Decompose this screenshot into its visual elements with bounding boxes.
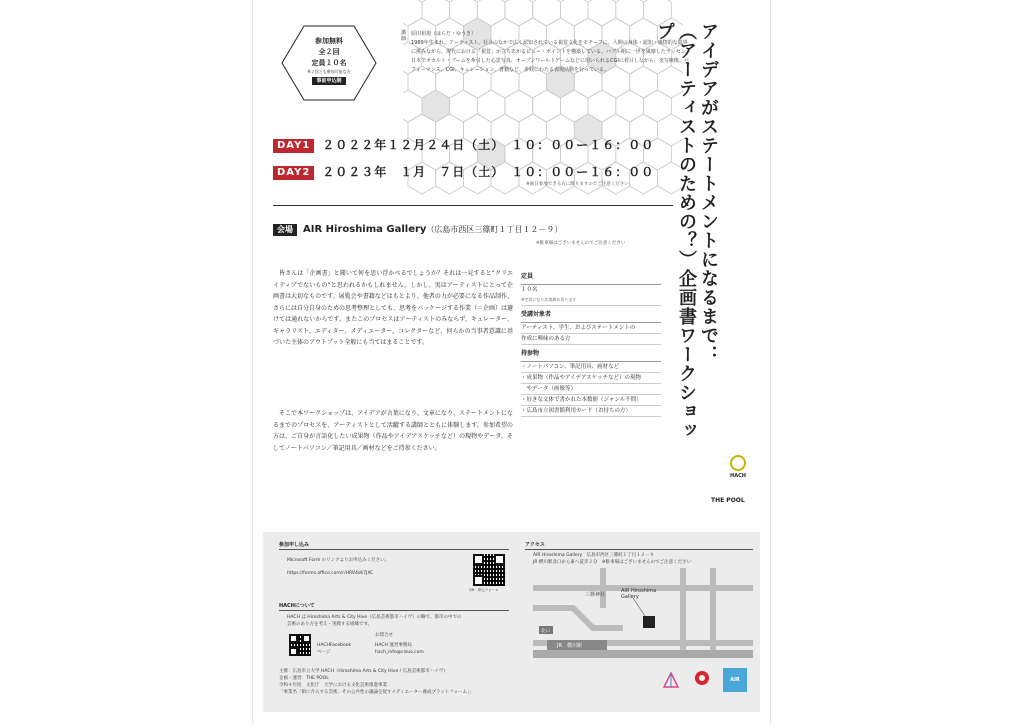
divider bbox=[273, 205, 673, 206]
partner-logo-1-icon bbox=[663, 672, 679, 688]
hach-logo-text: HACH bbox=[730, 473, 746, 479]
venue-name: AIR Hiroshima Gallery bbox=[303, 224, 427, 235]
facebook-qr-code[interactable] bbox=[289, 634, 311, 656]
bring-heading: 持参物 bbox=[521, 349, 661, 362]
day2-label: DAY2 bbox=[273, 166, 314, 180]
bring-item: ・広島市立図書館利用カード（お持ちの方） bbox=[521, 406, 661, 417]
map-label-station: JR 横川駅 bbox=[557, 643, 582, 649]
credit-1: 主催：広島市立大学 HACH（Hiroshima Arts & City Hive / 広島芸術都市ハイヴ） bbox=[279, 669, 448, 674]
venue-address: （広島市西区三篠町１丁目１２－９） bbox=[426, 225, 563, 234]
hexagon-cell bbox=[533, 0, 561, 26]
hexagon-cell bbox=[588, 0, 616, 26]
bring-item: ・ノートパソコン、筆記用具、画材など bbox=[521, 362, 661, 373]
divider bbox=[279, 549, 509, 550]
hexagon-cell bbox=[403, 0, 422, 26]
apply-text: Microsoft Form のリンクよりお申込みください。 bbox=[287, 558, 390, 563]
facebook-label-2: ページ bbox=[317, 650, 331, 655]
about-text-1: HACH は Hiroshima Arts & City Hive（広島芸術都市ハイヴ）の略で、都市の中での bbox=[287, 615, 462, 620]
capacity-note: ※定員になり次第締め切ります bbox=[521, 295, 661, 306]
about-heading: HACHについて bbox=[279, 603, 315, 609]
day1-datetime: ２０２２年１２月２４日（土） １０：００ー１６：００ bbox=[322, 138, 655, 152]
vertical-title bbox=[654, 22, 719, 452]
title-line-2: （アーティストのための？）企画書ワークショップ bbox=[654, 22, 697, 440]
capacity-value: １０名 bbox=[521, 287, 538, 293]
hexagon-cell bbox=[450, 90, 478, 122]
hexagon-cell bbox=[422, 90, 450, 122]
map-label-gallery: AIR Hiroshima bbox=[621, 588, 657, 594]
qr-caption: QR：申込フォーム bbox=[469, 588, 499, 592]
the-pool-logo: THE POOL bbox=[711, 497, 745, 504]
day2-datetime: ２０２３年 １月 ７日（土） １０：００ー１６：００ bbox=[322, 165, 655, 179]
participation-badge bbox=[280, 24, 378, 102]
divider bbox=[525, 549, 753, 550]
partner-logo-1 bbox=[663, 672, 679, 690]
map-label-gallery-2: Gallery bbox=[621, 594, 639, 600]
badge-note: ※２回とも参加可能な方 bbox=[307, 69, 351, 74]
contact-heading: お問合せ bbox=[375, 633, 393, 638]
footer-panel bbox=[263, 532, 760, 712]
credit-2: 企画・運営：THE POOL bbox=[279, 676, 329, 681]
hexagon-cell bbox=[505, 0, 533, 26]
title-line-1: アイデアがステートメントになるまで： bbox=[698, 22, 719, 364]
partner-logo-2-icon bbox=[693, 670, 711, 688]
apply-url[interactable]: https://forms.office.com/r/HRV4sK7JXC bbox=[287, 571, 374, 576]
target-line-2: 作成に興味のある方 bbox=[521, 334, 661, 345]
lecturer-tag: 講師 bbox=[401, 30, 407, 42]
apply-qr-code[interactable] bbox=[473, 554, 505, 586]
facebook-label: HACHFacebook bbox=[317, 643, 352, 648]
contact-mail[interactable]: hach_info@cisuo.com bbox=[375, 650, 424, 655]
target-heading: 受講対象者 bbox=[521, 310, 661, 323]
intro-paragraph-2: そこで本ワークショップは、アイデアが言葉になり、文章になり、ステートメントになるまでのプロセスを、アーティストとして活躍する講師とともに体験します。参加希望の方は、ご自身が言語化したい成果物（作品やアイデアスケッチなど）の現物やデータ、そしてノートパソコン／筆記用具／画材などをご持参ください。 bbox=[273, 410, 513, 452]
badge-sessions: 全２回 bbox=[318, 48, 340, 56]
credit-4: 「事業名「街に介入する芸術、その公共性の議論を促すメディエーター養成プラットフォーム」」 bbox=[279, 690, 474, 695]
hexagon-cell bbox=[505, 90, 533, 122]
lecturer-name: 原田裕規（はらだ・ゆうき） bbox=[411, 31, 477, 37]
capacity-heading: 定員 bbox=[521, 272, 661, 285]
badge-capacity: 定員１０名 bbox=[311, 59, 347, 67]
venue-label: 会場 bbox=[273, 224, 297, 236]
access-heading: アクセス bbox=[525, 542, 545, 548]
bring-item: ・好きな文体で書かれた本数冊（ジャンル不問） bbox=[521, 395, 661, 406]
day1-label: DAY1 bbox=[273, 139, 314, 153]
intro-paragraph-1: 皆さんは「企画書」と聞いて何を思い浮かべるでしょうか？それは一見すると“クリエイティブでないもの”と思われるかもしれません。しかし、実はアーティストにとって企画書は大切なものです。展覧会や書籍などはもとより、他者の力が必要になる作品制作、さらには自分自身のための思考整理としても、思考をパッケージする作業（＝企画）は避けては通れないからです。またこのプロセスはアーティストのみならず、キュレーター、ギャラリスト、エディター、メディエーター、コレクターなど、何らかの当事者意識に基づいた主体のアウトプット全般にも当てはまることです。 bbox=[273, 270, 513, 346]
day1-row bbox=[273, 136, 654, 150]
badge-reservation: 事前申込制 bbox=[312, 77, 345, 85]
bring-item: やデータ（画像等） bbox=[521, 384, 661, 395]
about-text-2: 芸術のあり方を考え・実践する組織です。 bbox=[287, 622, 373, 627]
hexagon-cell bbox=[560, 0, 588, 26]
credit-3: 令和４年度 文化庁 大学における文化芸術推進事業 bbox=[279, 683, 387, 688]
info-column bbox=[521, 268, 661, 417]
hexagon-cell bbox=[616, 90, 644, 122]
access-text-2: JR 横川駅北口から東へ徒歩２分 ※駐車場はございませんのでご注意ください bbox=[533, 560, 692, 565]
hach-logo-icon bbox=[730, 455, 746, 471]
access-map[interactable] bbox=[533, 568, 753, 658]
hexagon-cell bbox=[422, 0, 450, 26]
lecturer-block bbox=[401, 30, 691, 75]
bring-item: ・成果物（作品やアイデアスケッチなど）の現物 bbox=[521, 373, 661, 384]
hexagon-cell bbox=[616, 0, 644, 26]
access-text: AIR Hiroshima Gallery 広島市西区三篠町１丁目１２－９ bbox=[533, 553, 655, 558]
lecturer-bio: 1989年生まれ。アーティスト。社会のなかで広く認知されている視覚文化をモチーフに、人間の身体・認知・感情的な限界に挑みながら、現代における「視覚」が立ちあがるビュー・ポイントを構築している。バブル期に一世を風靡したラッセン、日本でオカルト・ブームを牽引した心霊写真、オープンワールドゲームなどに用いられるCGIに着目しながら、実写映像、パフォーマンス、CGI、キュレーション、著籍など、多岐にわたる表現活動を行っている。 bbox=[411, 40, 691, 73]
hexagon-cell bbox=[477, 90, 505, 122]
hach-logo bbox=[725, 455, 751, 479]
flyer-page bbox=[253, 0, 770, 724]
map-label-exit: 北口 bbox=[541, 629, 550, 634]
venue-row bbox=[273, 224, 562, 236]
badge-free: 参加無料 bbox=[315, 37, 343, 45]
map-label-shrine: 三篠神社 bbox=[585, 592, 606, 598]
apply-heading: 参加申し込み bbox=[279, 542, 310, 548]
divider bbox=[279, 610, 509, 611]
venue-note: ※駐車場はございませんのでご注意ください bbox=[536, 241, 626, 246]
day2-row bbox=[273, 163, 654, 177]
hexagon-cell bbox=[403, 90, 422, 122]
partner-logo-3: AIR bbox=[723, 668, 747, 692]
contact-name: HACH 運営事務局 bbox=[375, 643, 412, 648]
partner-logo-2 bbox=[693, 670, 711, 690]
day-note: ※両日参加できる方に限りますのでご注意ください bbox=[526, 182, 629, 187]
target-line-1: アーティスト、学生、およびステートメントの bbox=[521, 323, 661, 334]
